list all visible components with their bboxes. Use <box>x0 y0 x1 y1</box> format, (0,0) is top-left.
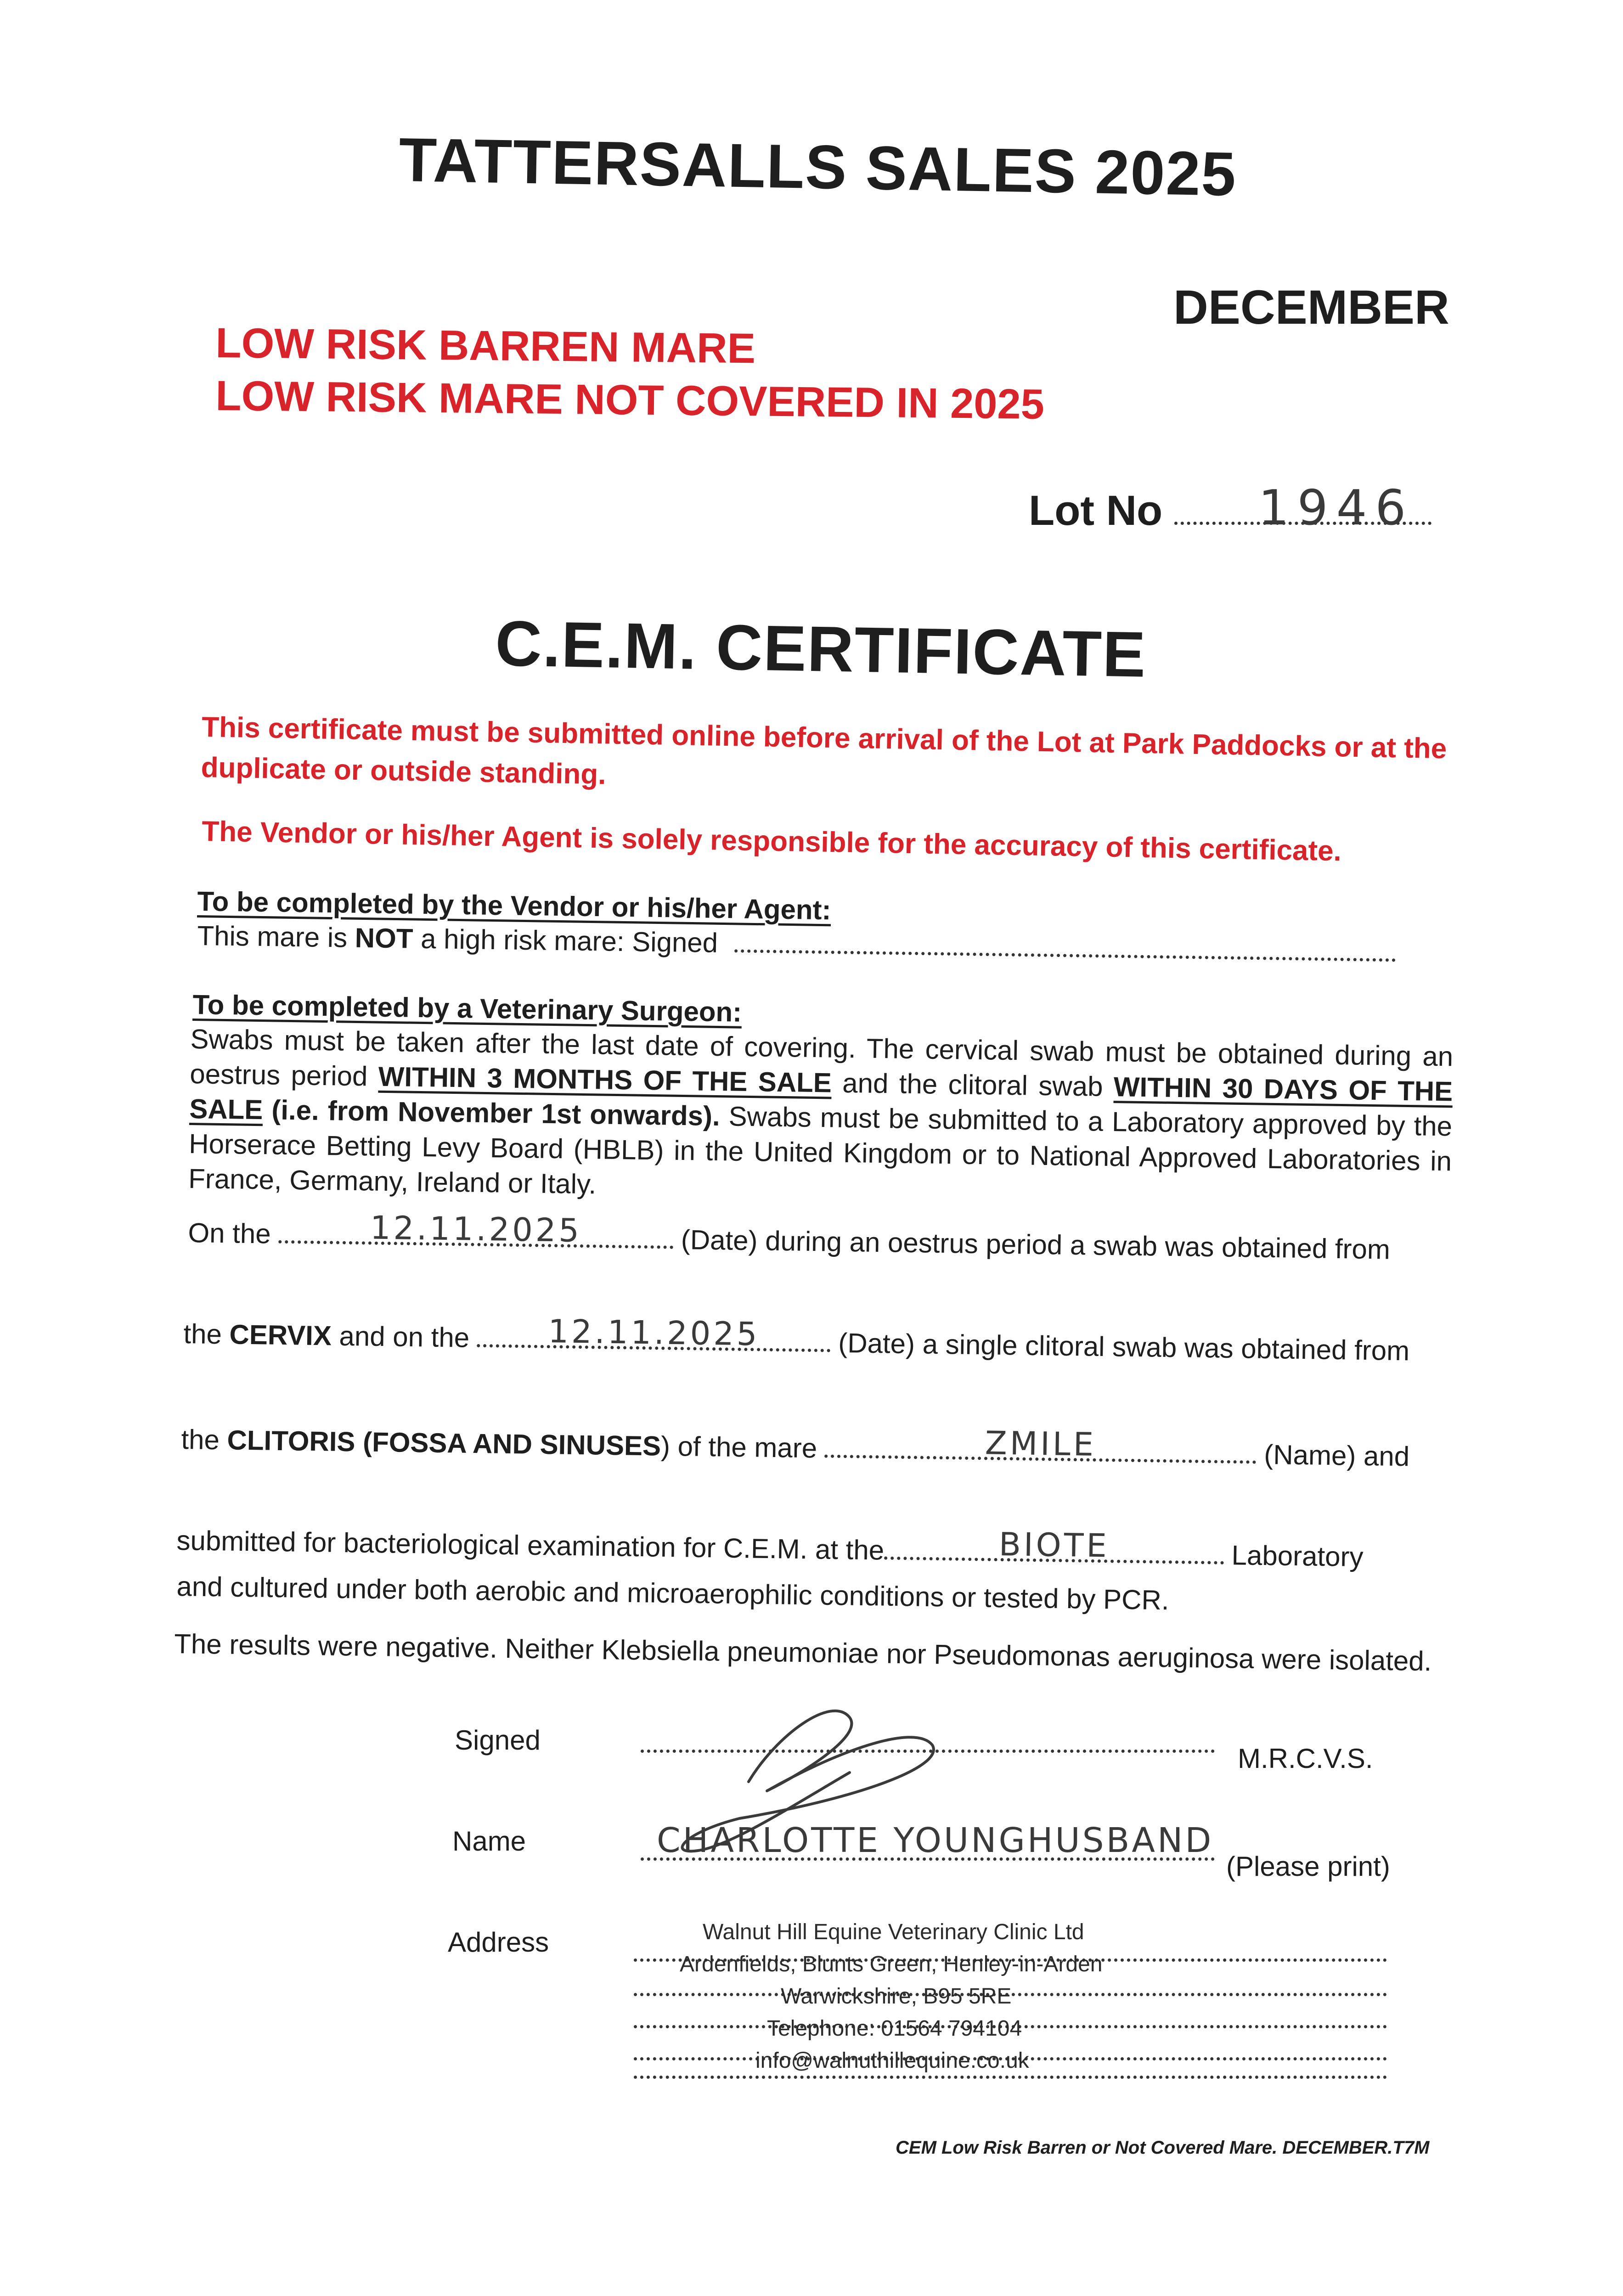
mrcvs-label: M.R.C.V.S. <box>1238 1743 1373 1774</box>
cervix-date-suffix: (Date) during an oestrus period a swab was obtained from <box>681 1224 1391 1265</box>
document-title: TATTERSALLS SALES 2025 <box>398 124 1237 209</box>
signed-label: Signed <box>455 1725 541 1756</box>
cervix-word: CERVIX <box>229 1319 332 1351</box>
the-label: the <box>183 1318 230 1350</box>
submission-notice: This certificate must be submitted online before arrival of the Lot at Park Paddocks or at the duplicate or outside standing. <box>201 711 1447 791</box>
lot-label: Lot No <box>1029 487 1163 534</box>
laboratory-suffix: Laboratory <box>1231 1540 1364 1573</box>
address-stamp-line: Walnut Hill Equine Veterinary Clinic Ltd <box>703 1920 1084 1944</box>
swab-bold-30-days: WITHIN 30 DAYS OF THE SALE <box>189 1071 1453 1125</box>
address-stamp-line: Ardenfields, Blunts Green, Henley-in-Arden <box>680 1952 1103 1976</box>
vendor-section-heading: To be completed by the Vendor or his/her Agent: <box>197 885 831 926</box>
swab-text-3: Swabs must be submitted to a Laboratory approved by the Horserace Betting Levy Board (HBLB) in the United Kingdom or to National Approved Laboratories in France, Germany, Ireland or Italy. <box>188 1101 1453 1200</box>
form-reference-footer: CEM Low Risk Barren or Not Covered Mare. DECEMBER.T7M <box>896 2138 1430 2158</box>
responsibility-notice: The Vendor or his/her Agent is solely responsible for the accuracy of this certificate. <box>201 815 1342 867</box>
swab-instructions <box>188 1022 1454 1214</box>
mare-name-value: ZMILE <box>985 1424 1097 1463</box>
category-not-covered: LOW RISK MARE NOT COVERED IN 2025 <box>215 372 1045 428</box>
swab-bold-november: (i.e. from November 1st onwards). <box>262 1094 721 1132</box>
vendor-line-end: a high risk mare: Signed <box>413 923 718 958</box>
mare-name-line <box>181 1424 1410 1472</box>
laboratory-value: BIOTE <box>998 1525 1110 1565</box>
name-label: Name <box>452 1826 526 1857</box>
of-the-mare-label: ) of the mare <box>660 1430 817 1464</box>
laboratory-line <box>176 1525 1364 1573</box>
clitoral-date-line <box>183 1312 1410 1367</box>
swab-bold-3-months: WITHIN 3 MONTHS OF THE SALE <box>378 1061 832 1098</box>
address-stamp-line: Telephone: 01564 794104 <box>767 2016 1022 2041</box>
please-print-label: (Please print) <box>1226 1851 1390 1882</box>
mare-name-suffix: (Name) and <box>1263 1439 1410 1472</box>
on-the-label: On the <box>188 1217 271 1249</box>
submitted-label: submitted for bacteriological examination for C.E.M. at the <box>176 1525 885 1566</box>
address-stamp-line: Warwickshire, B95 5RE <box>781 1984 1012 2009</box>
and-on-the-label: and on the <box>331 1320 470 1353</box>
clitoris-words: CLITORIS (FOSSA AND SINUSES <box>227 1424 661 1462</box>
vet-name-value: CHARLOTTE YOUNGHUSBAND <box>657 1821 1214 1860</box>
vendor-signature-line <box>734 949 1396 962</box>
sale-month: DECEMBER <box>1173 281 1449 334</box>
vendor-line-start: This mare is <box>197 920 355 953</box>
address-label: Address <box>448 1927 549 1958</box>
vet-name-line <box>641 1857 1215 1861</box>
vendor-line-not: NOT <box>355 922 413 954</box>
cervix-date-value: 12.11.2025 <box>370 1209 582 1249</box>
cervix-date-line <box>188 1209 1391 1266</box>
certificate-title: C.E.M. CERTIFICATE <box>495 607 1147 691</box>
address-line-5-dots <box>634 2076 1387 2079</box>
cultured-line: and cultured under both aerobic and microaerophilic conditions or tested by PCR. <box>176 1571 1170 1616</box>
lot-value: 1946 <box>1258 480 1414 536</box>
swab-text-1: Swabs must be taken after the last date of covering. The cervical swab must be obtained during an oestrus period <box>189 1023 1454 1092</box>
clitoral-date-suffix: (Date) a single clitoral swab was obtained from <box>838 1327 1410 1367</box>
category-barren-mare: LOW RISK BARREN MARE <box>215 319 756 372</box>
clitoral-date-value: 12.11.2025 <box>548 1312 760 1353</box>
swab-text-2: and the clitoral swab <box>831 1067 1114 1103</box>
the-label-2: the <box>181 1424 228 1456</box>
lot-number-field <box>1029 480 1431 536</box>
address-stamp-line: info@walnuthillequine.co.uk <box>755 2048 1029 2073</box>
results-statement: The results were negative. Neither Klebsiella pneumoniae nor Pseudomonas aeruginosa were isolated. <box>174 1628 1432 1677</box>
vet-section-heading: To be completed by a Veterinary Surgeon: <box>192 989 742 1028</box>
